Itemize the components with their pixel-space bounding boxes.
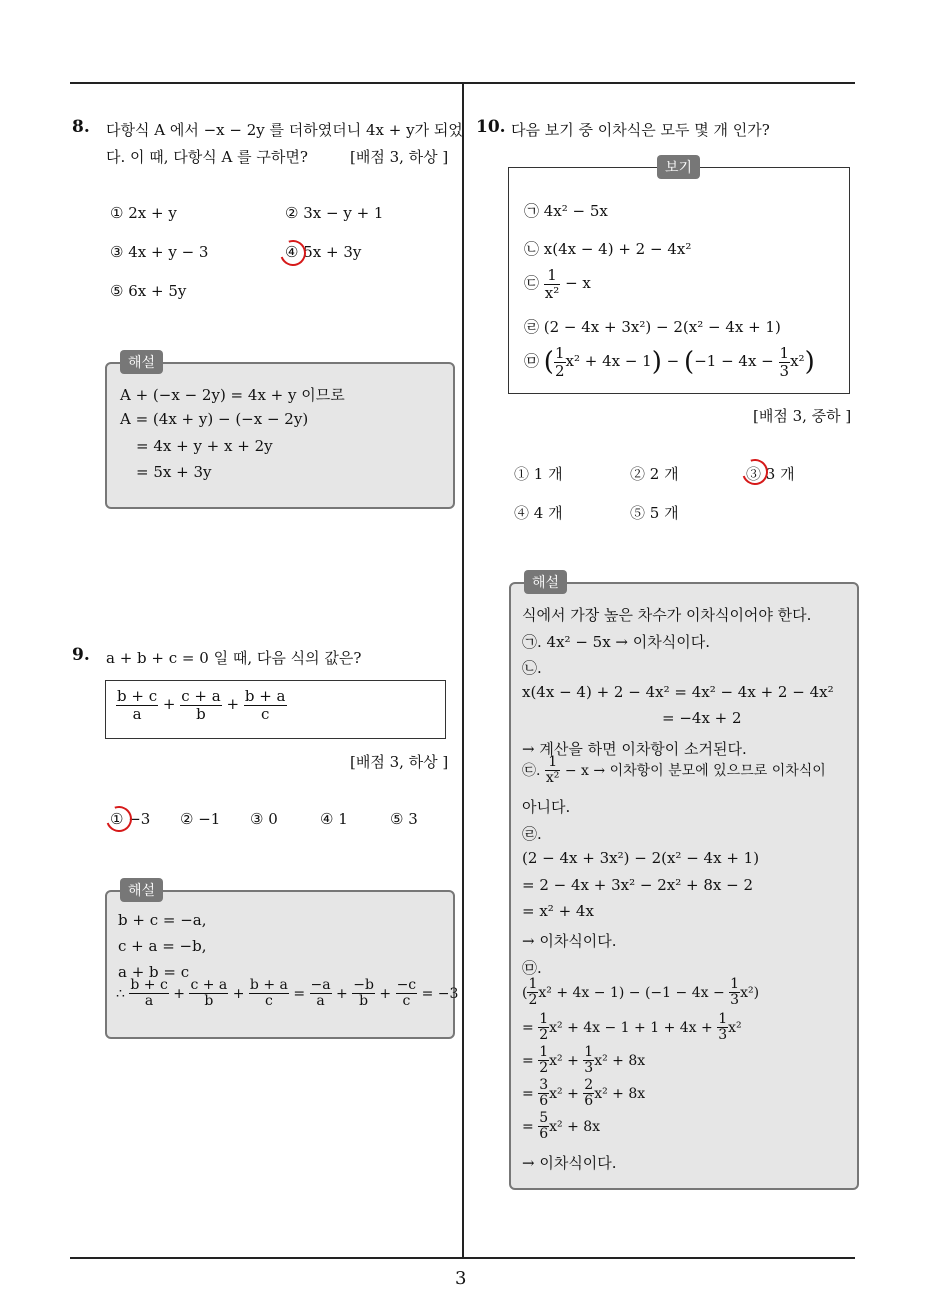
q10-item-d: ㉣ (2 − 4x + 3x²) − 2(x² − 4x + 1) [524, 318, 781, 336]
q8-choice-5[interactable]: ⑤ 6x + 5y [110, 282, 187, 300]
q10-sol-l15: ( $\frac{1}{2}$ x² + 4x − 1) − (−1 − 4x − $\frac{1}{3}$ x²) [522, 976, 760, 1009]
q8-choice-3[interactable]: ③ 4x + y − 3 [110, 243, 209, 261]
q9-solution-final: ∴ $\frac{b + c}{a}$ + $\frac{c + a}{b}$ + $\frac{b + a}{c}$ = $\frac{-a}{a}$ + $\frac{-b}{b}$ + $\frac{-c}{c}$ = −3 [116, 977, 459, 1010]
q8-choice-4[interactable]: ④ 5x + 3y [285, 243, 362, 261]
q8-solution-tab: 해설 [120, 350, 163, 374]
q9-text: a + b + c = 0 일 때, 다음 식의 값은? [106, 649, 362, 667]
q9-choice-1[interactable]: ① −3 [110, 810, 151, 828]
q8-choice-2[interactable]: ② 3x − y + 1 [285, 204, 384, 222]
q9-frac-1: $\frac{b + c}{a}$ [117, 687, 158, 723]
q8-solution-line4: = 5x + 3y [136, 463, 212, 481]
q9-solution-line2: c + a = −b, [118, 937, 207, 955]
q10-score: [배점 3, 중하 ] [753, 407, 852, 425]
q8-text-line2: 다. 이 때, 다항식 A 를 구하면? [106, 148, 308, 166]
q8-solution-line2: A = (4x + y) − (−x − 2y) [120, 410, 309, 428]
q10-sol-l9: ㉣. [522, 825, 542, 843]
q10-sol-l7: ㉢. $\frac{1}{\text{x²}}$ − x → 이차항이 분모에 있으므로 이차식이 [522, 754, 826, 787]
q10-sol-l19: = $\frac{5}{6}$ x² + 8x [522, 1110, 601, 1143]
q9-choice-5[interactable]: ⑤ 3 [390, 810, 418, 828]
q9-choice-4[interactable]: ④ 1 [320, 810, 348, 828]
q8-choice-1[interactable]: ① 2x + y [110, 204, 177, 222]
bottom-rule [70, 1257, 855, 1259]
q10-answer-mark [738, 455, 773, 490]
q10-bogi-tab: 보기 [657, 155, 700, 179]
q8-solution-line1: A + (−x − 2y) = 4x + y 이므로 [120, 386, 345, 404]
q10-text: 다음 보기 중 이차식은 모두 몇 개 인가? [511, 121, 770, 139]
q10-sol-l1: 식에서 가장 높은 차수가 이차식이어야 한다. [522, 606, 812, 624]
q9-answer-mark [102, 802, 137, 837]
q10-sol-l14: ㉤. [522, 959, 542, 977]
q10-item-c: ㉢ $\frac{1}{\text{x²}}$ − x [524, 266, 591, 302]
q9-solution-line3: a + b = c [118, 963, 190, 981]
q10-sol-l13: → 이차식이다. [522, 932, 617, 950]
q9-frac-2: $\frac{c + a}{b}$ [181, 687, 221, 723]
q10-sol-l10: (2 − 4x + 3x²) − 2(x² − 4x + 1) [522, 849, 760, 867]
q8-solution-line3: = 4x + y + x + 2y [136, 437, 273, 455]
q10-choice-5[interactable]: ⑤ 5 개 [630, 504, 679, 522]
q10-solution-tab: 해설 [524, 570, 567, 594]
q10-sol-l16: = $\frac{1}{2}$ x² + 4x − 1 + 1 + 4x + $\frac{1}{3}$ x² [522, 1011, 742, 1044]
q10-choice-3[interactable]: ③ 3 개 [746, 465, 795, 483]
q10-sol-l18: = $\frac{3}{6}$ x² + $\frac{2}{6}$ x² + 8x [522, 1077, 646, 1110]
q10-item-a: ㉠ 4x² − 5x [524, 202, 608, 220]
q10-sol-l2: ㉠. 4x² − 5x → 이차식이다. [522, 633, 710, 651]
q10-sol-l11: = 2 − 4x + 3x² − 2x² + 8x − 2 [522, 876, 753, 894]
q9-choice-3[interactable]: ③ 0 [250, 810, 278, 828]
q8-score: [배점 3, 하상 ] [350, 148, 449, 166]
q10-sol-l12: = x² + 4x [522, 902, 594, 920]
q8-answer-mark [276, 236, 311, 271]
q9-number: 9. [72, 645, 90, 665]
q9-score: [배점 3, 하상 ] [350, 753, 449, 771]
q10-sol-l20: → 이차식이다. [522, 1154, 617, 1172]
q10-choice-1[interactable]: ① 1 개 [514, 465, 563, 483]
q9-solution-tab: 해설 [120, 878, 163, 902]
q9-expression: $\frac{b + c}{a}$ + $\frac{c + a}{b}$ + $\frac{b + a}{c}$ [117, 687, 286, 723]
q10-sol-l4: x(4x − 4) + 2 − 4x² = 4x² − 4x + 2 − 4x² [522, 683, 834, 701]
q10-sol-l17: = $\frac{1}{2}$ x² + $\frac{1}{3}$ x² + 8x [522, 1044, 646, 1077]
q10-choice-2[interactable]: ② 2 개 [630, 465, 679, 483]
q9-choice-2[interactable]: ② −1 [180, 810, 221, 828]
q10-item-e: ㉤ ( $\frac{1}{2}$ x² + 4x − 1) − (−1 − 4x − $\frac{1}{3}$ x²) [524, 344, 815, 380]
q10-sol-l8: 아니다. [522, 798, 571, 816]
q10-item-b: ㉡ x(4x − 4) + 2 − 4x² [524, 240, 692, 258]
q10-sol-l5: = −4x + 2 [662, 709, 742, 727]
q8-number: 8. [72, 117, 90, 137]
q10-sol-l6: → 계산을 하면 이차항이 소거된다. [522, 740, 747, 758]
q9-frac-3: $\frac{b + a}{c}$ [244, 687, 286, 723]
q10-number: 10. [476, 117, 506, 137]
column-divider [462, 83, 464, 1258]
q10-sol-l3: ㉡. [522, 659, 542, 677]
page-number: 3 [455, 1268, 467, 1289]
q9-solution-line1: b + c = −a, [118, 911, 207, 929]
q8-text-line1: 다항식 A 에서 −x − 2y 를 더하였더니 4x + y가 되었 [106, 121, 463, 139]
q10-choice-4[interactable]: ④ 4 개 [514, 504, 563, 522]
